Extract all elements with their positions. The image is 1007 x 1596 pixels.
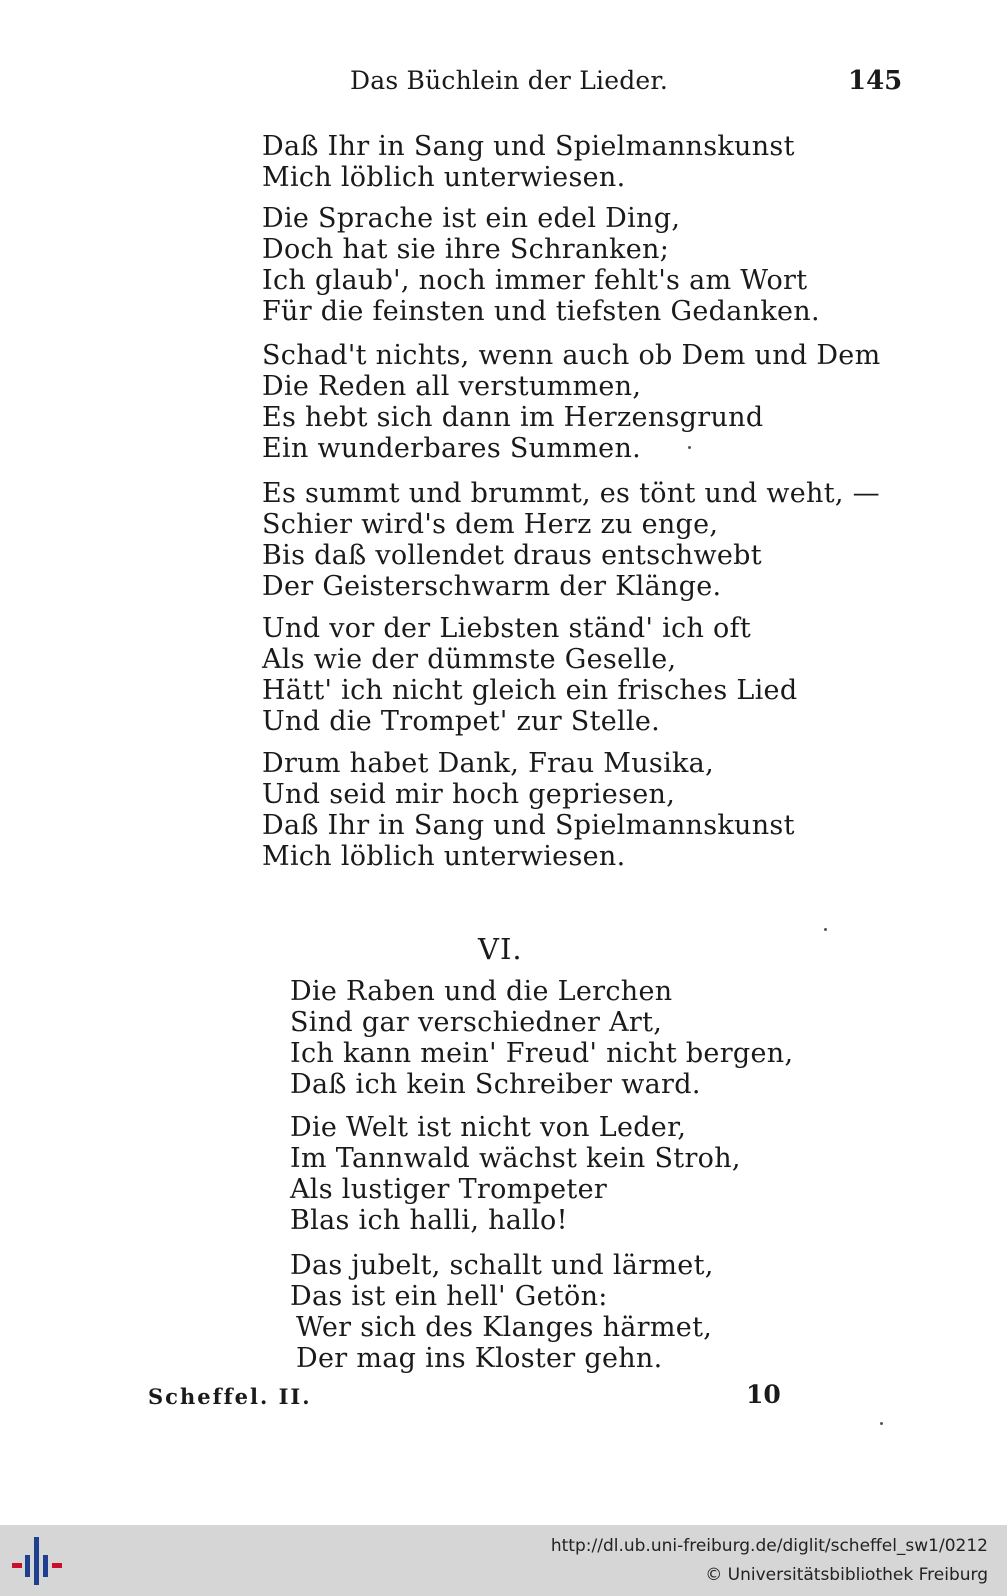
verse-line: Daß ich kein Schreiber ward.: [290, 1069, 701, 1100]
stanza: [290, 1112, 741, 1236]
section-heading: VI.: [478, 932, 523, 966]
verse-line: Als wie der dümmste Geselle,: [262, 644, 677, 675]
scan-speck: [824, 928, 827, 931]
verse-line: Ich kann mein' Freud' nicht bergen,: [290, 1038, 794, 1069]
verse-line: Das jubelt, schallt und lärmet,: [290, 1250, 714, 1281]
verse-line: Schad't nichts, wenn auch ob Dem und Dem: [262, 340, 881, 371]
verse-line: Ein wunderbares Summen.: [262, 433, 642, 464]
verse-line: Und seid mir hoch gepriesen,: [262, 779, 676, 810]
stanza: [262, 748, 795, 872]
stanza: [290, 1250, 714, 1374]
verse-line: Hätt' ich nicht gleich ein frisches Lied: [262, 675, 798, 706]
verse-line: Sind gar verschiedner Art,: [290, 1007, 663, 1038]
verse-line: Mich löblich unterwiesen.: [262, 162, 626, 193]
verse-line: Daß Ihr in Sang und Spielmannskunst: [262, 810, 795, 841]
verse-line: Und die Trompet' zur Stelle.: [262, 706, 661, 737]
verse-line: Ich glaub', noch immer fehlt's am Wort: [262, 265, 808, 296]
signature-mark: Scheffel. II.: [148, 1384, 312, 1409]
verse-line: Für die feinsten und tiefsten Gedanken.: [262, 296, 820, 327]
verse-line: Bis daß vollendet draus entschwebt: [262, 540, 762, 571]
verse-line: Wer sich des Klanges härmet,: [296, 1312, 713, 1343]
ub-freiburg-logo-icon[interactable]: [10, 1533, 66, 1589]
verse-line: Daß Ihr in Sang und Spielmannskunst: [262, 131, 795, 162]
stanza: [262, 131, 795, 193]
verse-line: Der mag ins Kloster gehn.: [296, 1343, 663, 1374]
stanza: [290, 976, 793, 1100]
verse-line: Die Welt ist nicht von Leder,: [290, 1112, 687, 1143]
verse-line: Im Tannwald wächst kein Stroh,: [290, 1143, 741, 1174]
running-head: [0, 66, 1007, 102]
verse-line: Und vor der Liebsten ständ' ich oft: [262, 613, 752, 644]
scan-speck: [880, 1422, 883, 1425]
verse-line: Blas ich halli, hallo!: [290, 1205, 568, 1236]
verse-line: Als lustiger Trompeter: [290, 1174, 608, 1205]
verse-line: Der Geisterschwarm der Klänge.: [262, 571, 722, 602]
copyright-text: © Universitätsbibliothek Freiburg: [705, 1565, 988, 1585]
viewer-footer-bar: [0, 1525, 1007, 1596]
signature-number: 10: [746, 1380, 781, 1409]
running-head-title: Das Büchlein der Lieder.: [350, 66, 668, 95]
verse-line: Die Reden all verstummen,: [262, 371, 642, 402]
stanza: [262, 478, 880, 602]
verse-line: Mich löblich unterwiesen.: [262, 841, 626, 872]
source-url-link[interactable]: http://dl.ub.uni-freiburg.de/diglit/scheffel_sw1/0212: [550, 1536, 988, 1556]
verse-line: Das ist ein hell' Getön:: [290, 1281, 608, 1312]
verse-line: Drum habet Dank, Frau Musika,: [262, 748, 714, 779]
verse-line: Die Sprache ist ein edel Ding,: [262, 203, 681, 234]
scan-speck: [688, 446, 691, 449]
stanza: [262, 203, 820, 327]
page-number: 145: [848, 66, 903, 96]
verse-line: Es summt und brummt, es tönt und weht, —: [262, 478, 880, 509]
verse-line: Es hebt sich dann im Herzensgrund: [262, 402, 764, 433]
verse-line: Doch hat sie ihre Schranken;: [262, 234, 670, 265]
verse-line: Die Raben und die Lerchen: [290, 976, 673, 1007]
stanza: [262, 613, 797, 737]
stanza: [262, 340, 880, 464]
verse-line: Schier wird's dem Herz zu enge,: [262, 509, 719, 540]
